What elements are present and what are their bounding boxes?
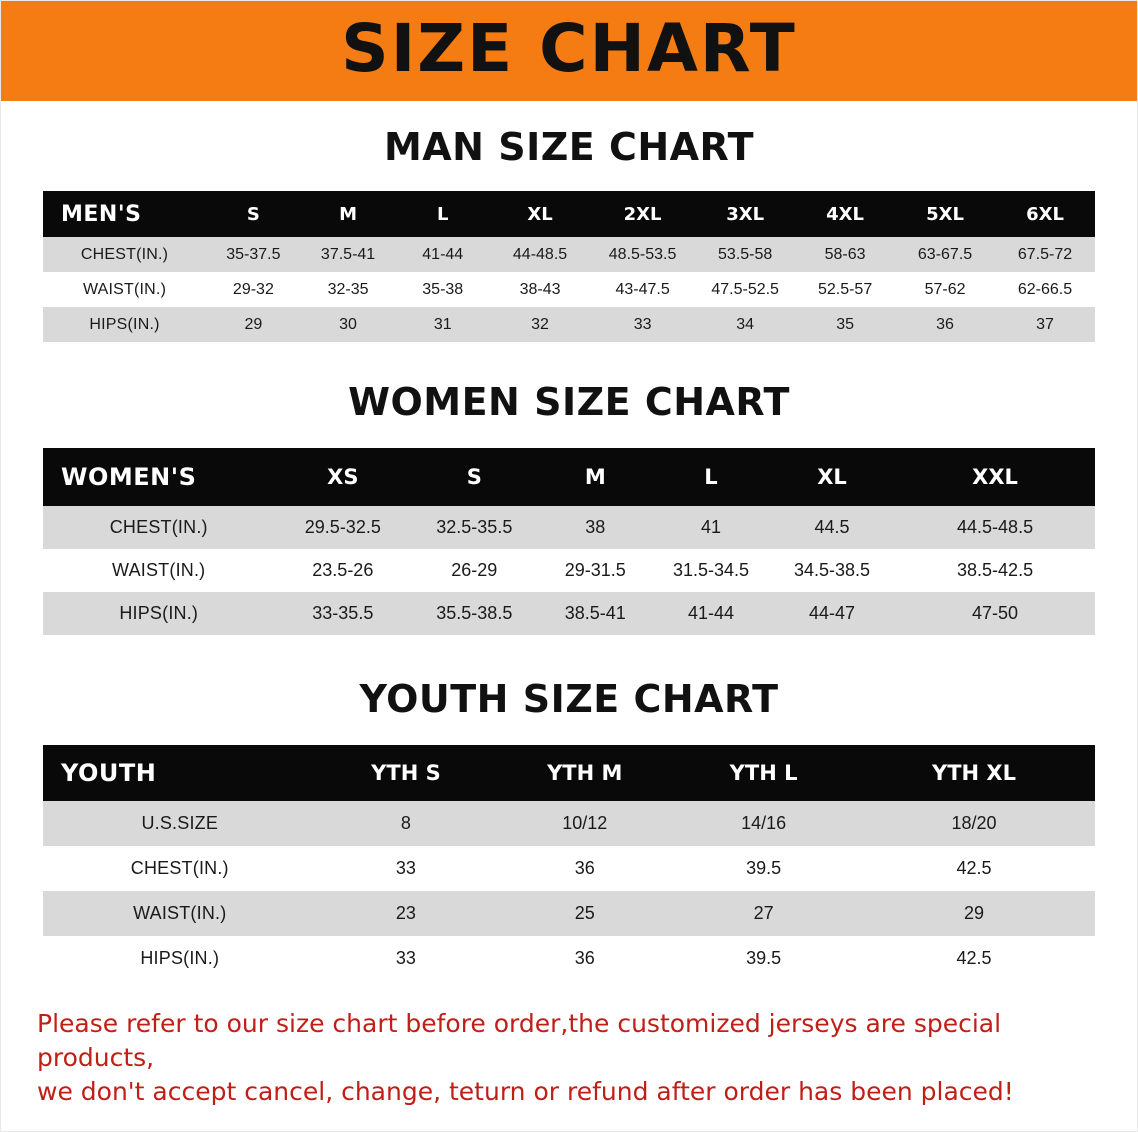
table-cell: 30 [339,315,357,333]
women-header-xs: XS [327,465,359,489]
table-row [43,307,1095,342]
table-cell: 47-50 [972,603,1019,623]
table-row [43,272,1095,307]
women-header-m: M [584,465,606,489]
youth-header-l: YTH L [729,761,798,785]
table-cell: 10/12 [562,813,608,833]
table-cell: 31.5-34.5 [672,560,750,580]
table-cell: 48.5-53.5 [608,245,677,263]
table-cell: 57-62 [924,280,966,298]
table-cell: 38.5-41 [564,603,626,623]
table-cell: 42.5 [956,858,992,878]
women-header-label: WOMEN'S [61,463,197,491]
table-cell: 29 [244,315,263,333]
header-banner [1,1,1137,101]
women-size-table [43,448,1095,635]
man-size-table [43,191,1095,342]
table-cell: 29.5-32.5 [304,517,381,537]
table-row [43,801,1095,846]
youth-row-label-waist: WAIST(IN.) [133,903,227,923]
table-cell: 35 [836,315,854,333]
policy-note-line2: we don't accept cancel, change, teturn or refund after order has been placed! [37,1076,1014,1106]
table-header-row [43,448,1095,506]
table-cell: 42.5 [956,948,992,968]
table-cell: 38 [585,517,606,537]
table-cell: 31 [433,315,452,333]
table-cell: 38.5-42.5 [957,560,1034,580]
table-cell: 37.5-41 [320,245,376,263]
men-header-5xl: 5XL [926,203,964,225]
table-cell: 23.5-26 [312,560,374,580]
table-cell: 26-29 [451,560,498,580]
table-cell: 37 [1036,315,1054,333]
youth-row-label-hips: HIPS(IN.) [140,948,220,968]
youth-size-table [43,745,1095,981]
men-header-m: M [339,203,358,225]
table-cell: 32 [531,315,549,333]
table-cell: 36 [574,858,595,878]
men-header-l: L [436,203,449,225]
women-row-label-chest: CHEST(IN.) [109,517,208,537]
policy-note [37,1007,1101,1108]
table-cell: 44.5 [814,517,850,537]
table-row [43,549,1095,592]
table-cell: 67.5-72 [1017,245,1073,263]
table-cell: 34.5-38.5 [793,560,870,580]
table-cell: 32-35 [327,280,369,298]
table-cell: 52.5-57 [817,280,873,298]
table-cell: 41-44 [422,245,464,263]
men-header-s: S [246,203,260,225]
table-cell: 36 [574,948,595,968]
table-row [43,936,1095,981]
women-row-label-hips: HIPS(IN.) [119,603,199,623]
youth-section-title: YOUTH SIZE CHART [359,677,779,721]
youth-row-label-us-size: U.S.SIZE [141,813,219,833]
women-section-title: WOMEN SIZE CHART [348,380,790,424]
table-cell: 25 [574,903,595,923]
youth-header-m: YTH M [547,761,623,785]
table-cell: 44-48.5 [512,245,568,263]
table-cell: 44-47 [808,603,855,623]
women-table-wrap [43,448,1095,635]
table-cell: 33 [633,315,652,333]
men-row-label-waist: WAIST(IN.) [82,280,167,298]
policy-note-line1: Please refer to our size chart before order,the customized jerseys are special products, [37,1009,1002,1072]
men-header-2xl: 2XL [623,203,662,225]
table-cell: 33-35.5 [312,603,374,623]
table-cell: 44.5-48.5 [957,517,1034,537]
table-header-row [43,191,1095,237]
table-cell: 43-47.5 [615,280,670,298]
youth-header-label: YOUTH [61,759,157,787]
page-title: SIZE CHART [341,10,797,87]
table-cell: 34 [736,315,755,333]
table-cell: 14/16 [741,813,787,833]
table-cell: 33 [395,948,416,968]
women-row-label-waist: WAIST(IN.) [112,560,206,580]
youth-table-wrap [43,745,1095,981]
table-cell: 41-44 [687,603,735,623]
table-header-row [43,745,1095,801]
table-cell: 63-67.5 [917,245,973,263]
youth-header-xl: YTH XL [932,761,1016,785]
table-cell: 18/20 [951,813,997,833]
man-table-wrap [43,191,1095,342]
table-cell: 58-63 [824,245,866,263]
men-header-3xl: 3XL [726,203,765,225]
table-cell: 47.5-52.5 [711,280,779,298]
table-cell: 53.5-58 [718,245,773,263]
table-cell: 23 [395,903,416,923]
table-cell: 29 [963,903,985,923]
table-cell: 27 [753,903,774,923]
table-cell: 29-32 [232,280,274,298]
table-cell: 32.5-35.5 [436,517,513,537]
table-cell: 8 [400,813,411,833]
women-header-xxl: XXL [972,465,1018,489]
men-row-label-hips: HIPS(IN.) [89,315,160,333]
table-row [43,592,1095,635]
table-cell: 29-31.5 [564,560,626,580]
table-cell: 33 [395,858,416,878]
table-cell: 35.5-38.5 [436,603,513,623]
women-header-s: S [466,465,482,489]
youth-header-s: YTH S [371,761,441,785]
men-header-4xl: 4XL [826,203,865,225]
table-cell: 38-43 [519,280,561,298]
table-cell: 35-37.5 [226,245,281,263]
table-row [43,891,1095,936]
men-header-label: MEN'S [61,201,142,227]
table-cell: 39.5 [746,858,782,878]
men-header-6xl: 6XL [1026,203,1064,225]
table-cell: 35-38 [422,280,464,298]
table-cell: 36 [936,315,954,333]
man-section-title: MAN SIZE CHART [383,125,755,169]
women-header-xl: XL [817,465,847,489]
table-cell: 62-66.5 [1017,280,1073,298]
table-cell: 41 [700,517,722,537]
table-row [43,237,1095,272]
men-header-xl: XL [527,203,553,225]
youth-row-label-chest: CHEST(IN.) [130,858,229,878]
table-row [43,506,1095,549]
men-row-label-chest: CHEST(IN.) [80,245,169,263]
women-header-l: L [704,465,718,489]
table-cell: 39.5 [746,948,782,968]
table-row [43,846,1095,891]
